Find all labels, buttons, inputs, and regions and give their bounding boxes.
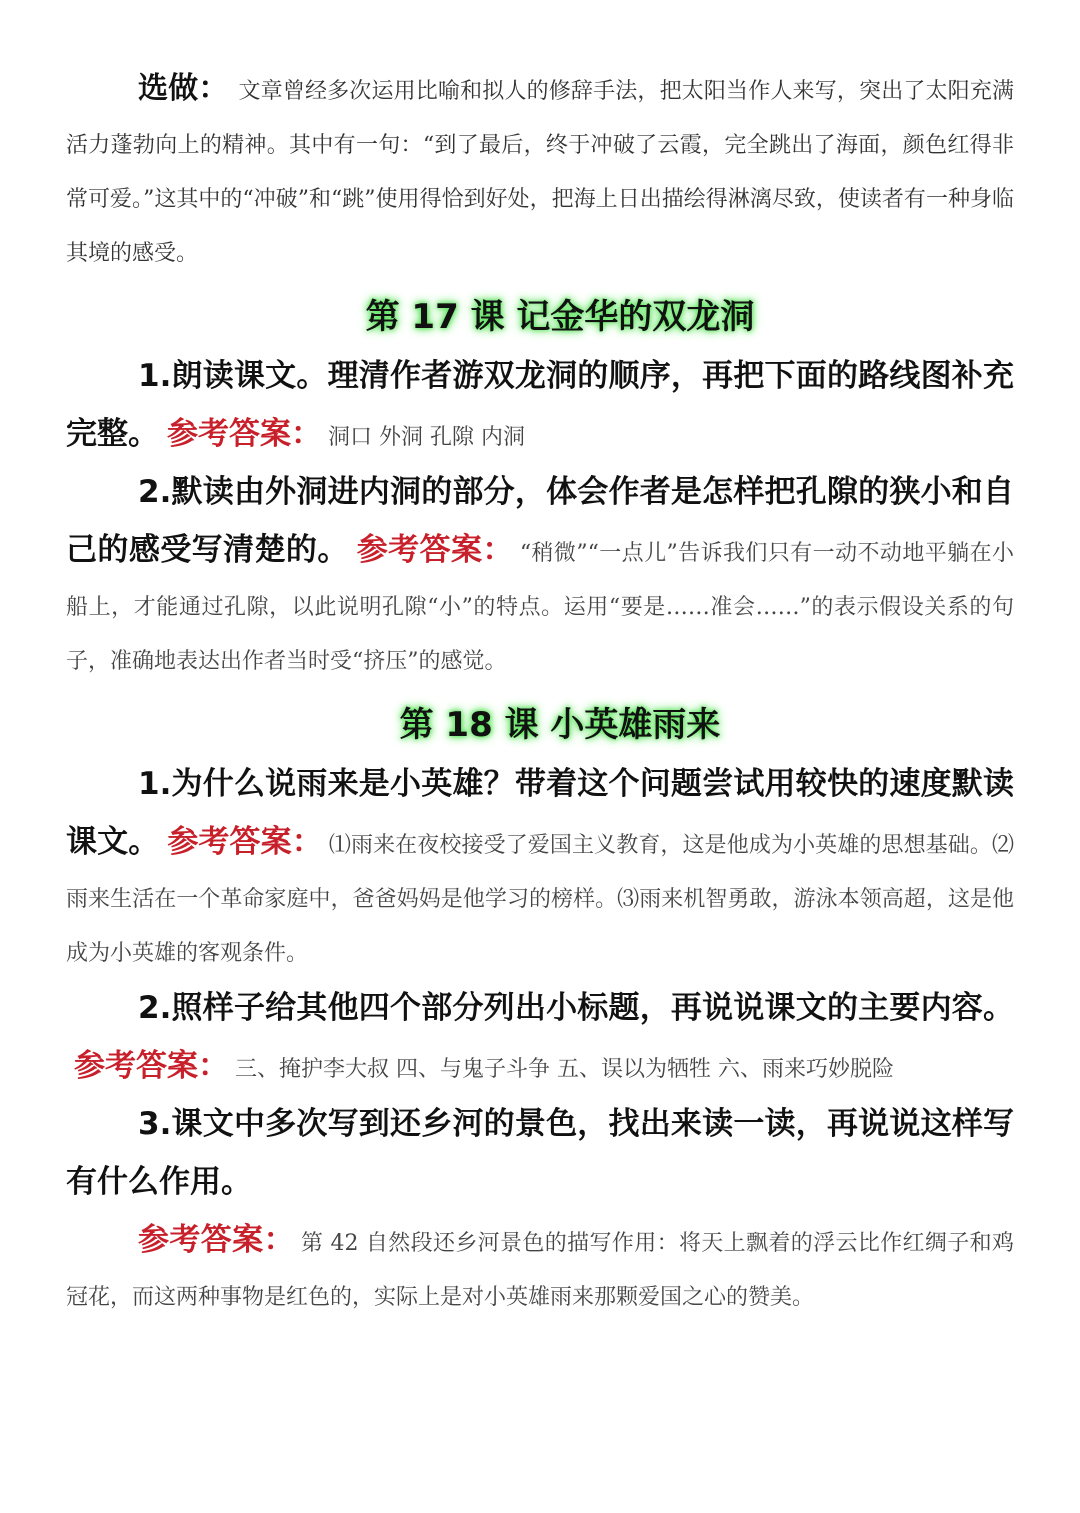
question-text: 1.朗读课文。理清作者游双龙洞的顺序，再把下面的路线图补充完整。 (66, 358, 1014, 452)
lesson-18-title (66, 695, 1014, 755)
lesson-18-question-2 (66, 981, 1014, 1097)
answer-label: 参考答案： (74, 1048, 229, 1084)
lesson-17-question-2 (66, 465, 1014, 689)
watermark (748, 1428, 1060, 1450)
lesson-18-question-3-answer (66, 1213, 1014, 1325)
answer-text: ⑴雨来在夜校接受了爱国主义教育，这是他成为小英雄的思想基础。⑵雨来生活在一个革命家庭中，爸爸妈妈是他学习的榜样。⑶雨来机智勇敢，游泳本领高超，这是他成为小英雄的客观条件。 (66, 833, 1015, 966)
answer-text: 第 42 自然段还乡河景色的描写作用：将天上飘着的浮云比作红绸子和鸡冠花，而这两种事物是红色的，实际上是对小英雄雨来那颗爱国之心的赞美。 (66, 1231, 1015, 1310)
lesson-18-title-text: 第 18 课 小英雄雨来 (399, 705, 721, 745)
optional-task-label: 选做： (138, 71, 229, 106)
question-text: 2.照样子给其他四个部分列出小标题，再说说课文的主要内容。 (138, 990, 1014, 1026)
lesson-17-question-1 (66, 349, 1014, 465)
answer-label: 参考答案： (356, 532, 514, 568)
question-text: 2.默读由外洞进内洞的部分，体会作者是怎样把孔隙的狭小和自己的感受写清楚的。 (66, 474, 1014, 568)
lesson-17-title-text: 第 17 课 记金华的双龙洞 (365, 297, 755, 337)
lesson-17-title (66, 287, 1014, 347)
lesson-18-question-3 (66, 1097, 1014, 1213)
answer-label: 参考答案： (167, 416, 322, 452)
answer-text: 洞口 外洞 孔隙 内洞 (328, 425, 525, 450)
answer-text: “稍微”“一点儿”告诉我们只有一动不动地平躺在小船上，才能通过孔隙，以此说明孔隙“小”的特点。运用“要是……准会……”的表示假设关系的句子，准确地表达出作者当时受“挤压”的感觉。 (66, 541, 1015, 674)
answer-label: 参考答案： (138, 1222, 295, 1258)
lesson-18-question-1 (66, 757, 1014, 981)
question-text: 3.课文中多次写到还乡河的景色，找出来读一读，再说说这样写有什么作用。 (66, 1106, 1014, 1200)
optional-task-text: 文章曾经多次运用比喻和拟人的修辞手法，把太阳当作人来写，突出了太阳充满活力蓬勃向上的精神。其中有一句：“到了最后，终于冲破了云霞，完全跳出了海面，颜色红得非常可爱。”这其中的“冲破”和“跳”使用得恰到好处，把海上日出描绘得淋漓尽致，使读者有一种身临其境的感受。 (66, 79, 1015, 266)
answer-label: 参考答案： (167, 824, 323, 860)
answer-text: 三、掩护李大叔 四、与鬼子斗争 五、误以为牺牲 六、雨来巧妙脱险 (235, 1057, 894, 1082)
document-page (66, 62, 1014, 1325)
optional-task-paragraph (66, 62, 1014, 281)
question-text: 1.为什么说雨来是小英雄？带着这个问题尝试用较快的速度默读课文。 (66, 766, 1014, 860)
